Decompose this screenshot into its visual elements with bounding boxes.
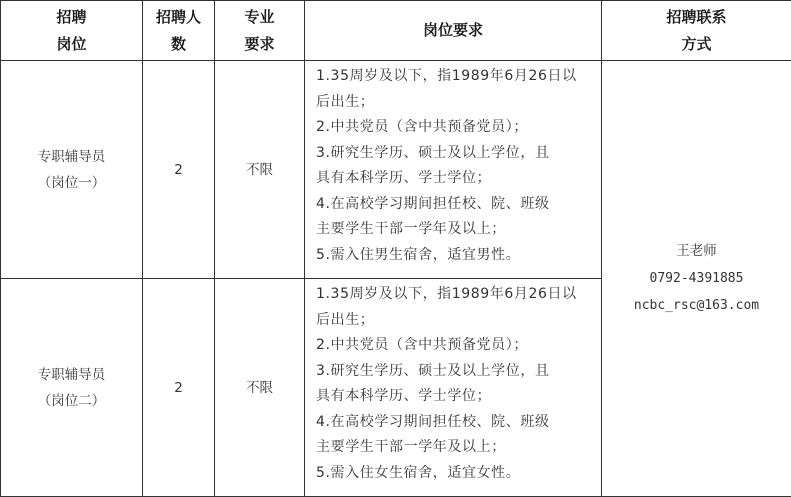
position-label: （岗位一） [1, 170, 142, 196]
requirement-line: 主要学生干部一学年及以上； [316, 217, 595, 243]
position-name: 专职辅导员 [1, 144, 142, 170]
position-cell [1, 279, 143, 497]
count-cell: 2 [143, 279, 215, 497]
requirement-line: 5.需入住男生宿舍，适宜男性。 [316, 243, 595, 269]
header-major [215, 1, 305, 61]
major-cell: 不限 [215, 61, 305, 279]
header-count-line1: 招聘人 [143, 4, 214, 31]
position-cell [1, 61, 143, 279]
requirements-cell [305, 279, 602, 497]
contact-name: 王老师 [602, 238, 791, 265]
header-position [1, 1, 143, 61]
position-label: （岗位二） [1, 388, 142, 414]
count-cell: 2 [143, 61, 215, 279]
header-requirements [305, 1, 602, 61]
header-count-line2: 数 [143, 31, 214, 58]
requirement-line: 主要学生干部一学年及以上； [316, 435, 595, 461]
header-major-line1: 专业 [215, 4, 304, 31]
requirements-list [305, 279, 601, 486]
major-cell: 不限 [215, 279, 305, 497]
requirement-line: 2.中共党员（含中共预备党员）； [316, 333, 595, 359]
header-contact [602, 1, 791, 61]
table-row [1, 61, 791, 279]
requirement-line: 1.35周岁及以下，指1989年6月26日以 [316, 64, 595, 90]
requirement-line: 后出生； [316, 90, 595, 116]
header-position-line1: 招聘 [1, 4, 142, 31]
header-position-line2: 岗位 [1, 31, 142, 58]
requirement-line: 2.中共党员（含中共预备党员）； [316, 115, 595, 141]
position-name: 专职辅导员 [1, 362, 142, 388]
requirement-line: 4.在高校学习期间担任校、院、班级 [316, 192, 595, 218]
requirement-line: 3.研究生学历、硕士及以上学位，且 [316, 359, 595, 385]
requirements-cell [305, 61, 602, 279]
requirement-line: 后出生； [316, 308, 595, 334]
header-row [1, 1, 791, 61]
contact-cell [602, 61, 791, 497]
header-contact-line2: 方式 [602, 31, 791, 58]
header-count [143, 1, 215, 61]
contact-phone: 0792-4391885 [602, 265, 791, 292]
requirement-line: 1.35周岁及以下，指1989年6月26日以 [316, 282, 595, 308]
header-major-line2: 要求 [215, 31, 304, 58]
header-contact-line1: 招聘联系 [602, 4, 791, 31]
requirement-line: 5.需入住女生宿舍，适宜女性。 [316, 461, 595, 487]
requirement-line: 4.在高校学习期间担任校、院、班级 [316, 410, 595, 436]
header-requirements-label: 岗位要求 [305, 17, 601, 44]
requirement-line: 3.研究生学历、硕士及以上学位，且 [316, 141, 595, 167]
requirements-list [305, 61, 601, 268]
requirement-line: 具有本科学历、学士学位； [316, 166, 595, 192]
contact-email: ncbc_rsc@163.com [602, 292, 791, 319]
requirement-line: 具有本科学历、学士学位； [316, 384, 595, 410]
